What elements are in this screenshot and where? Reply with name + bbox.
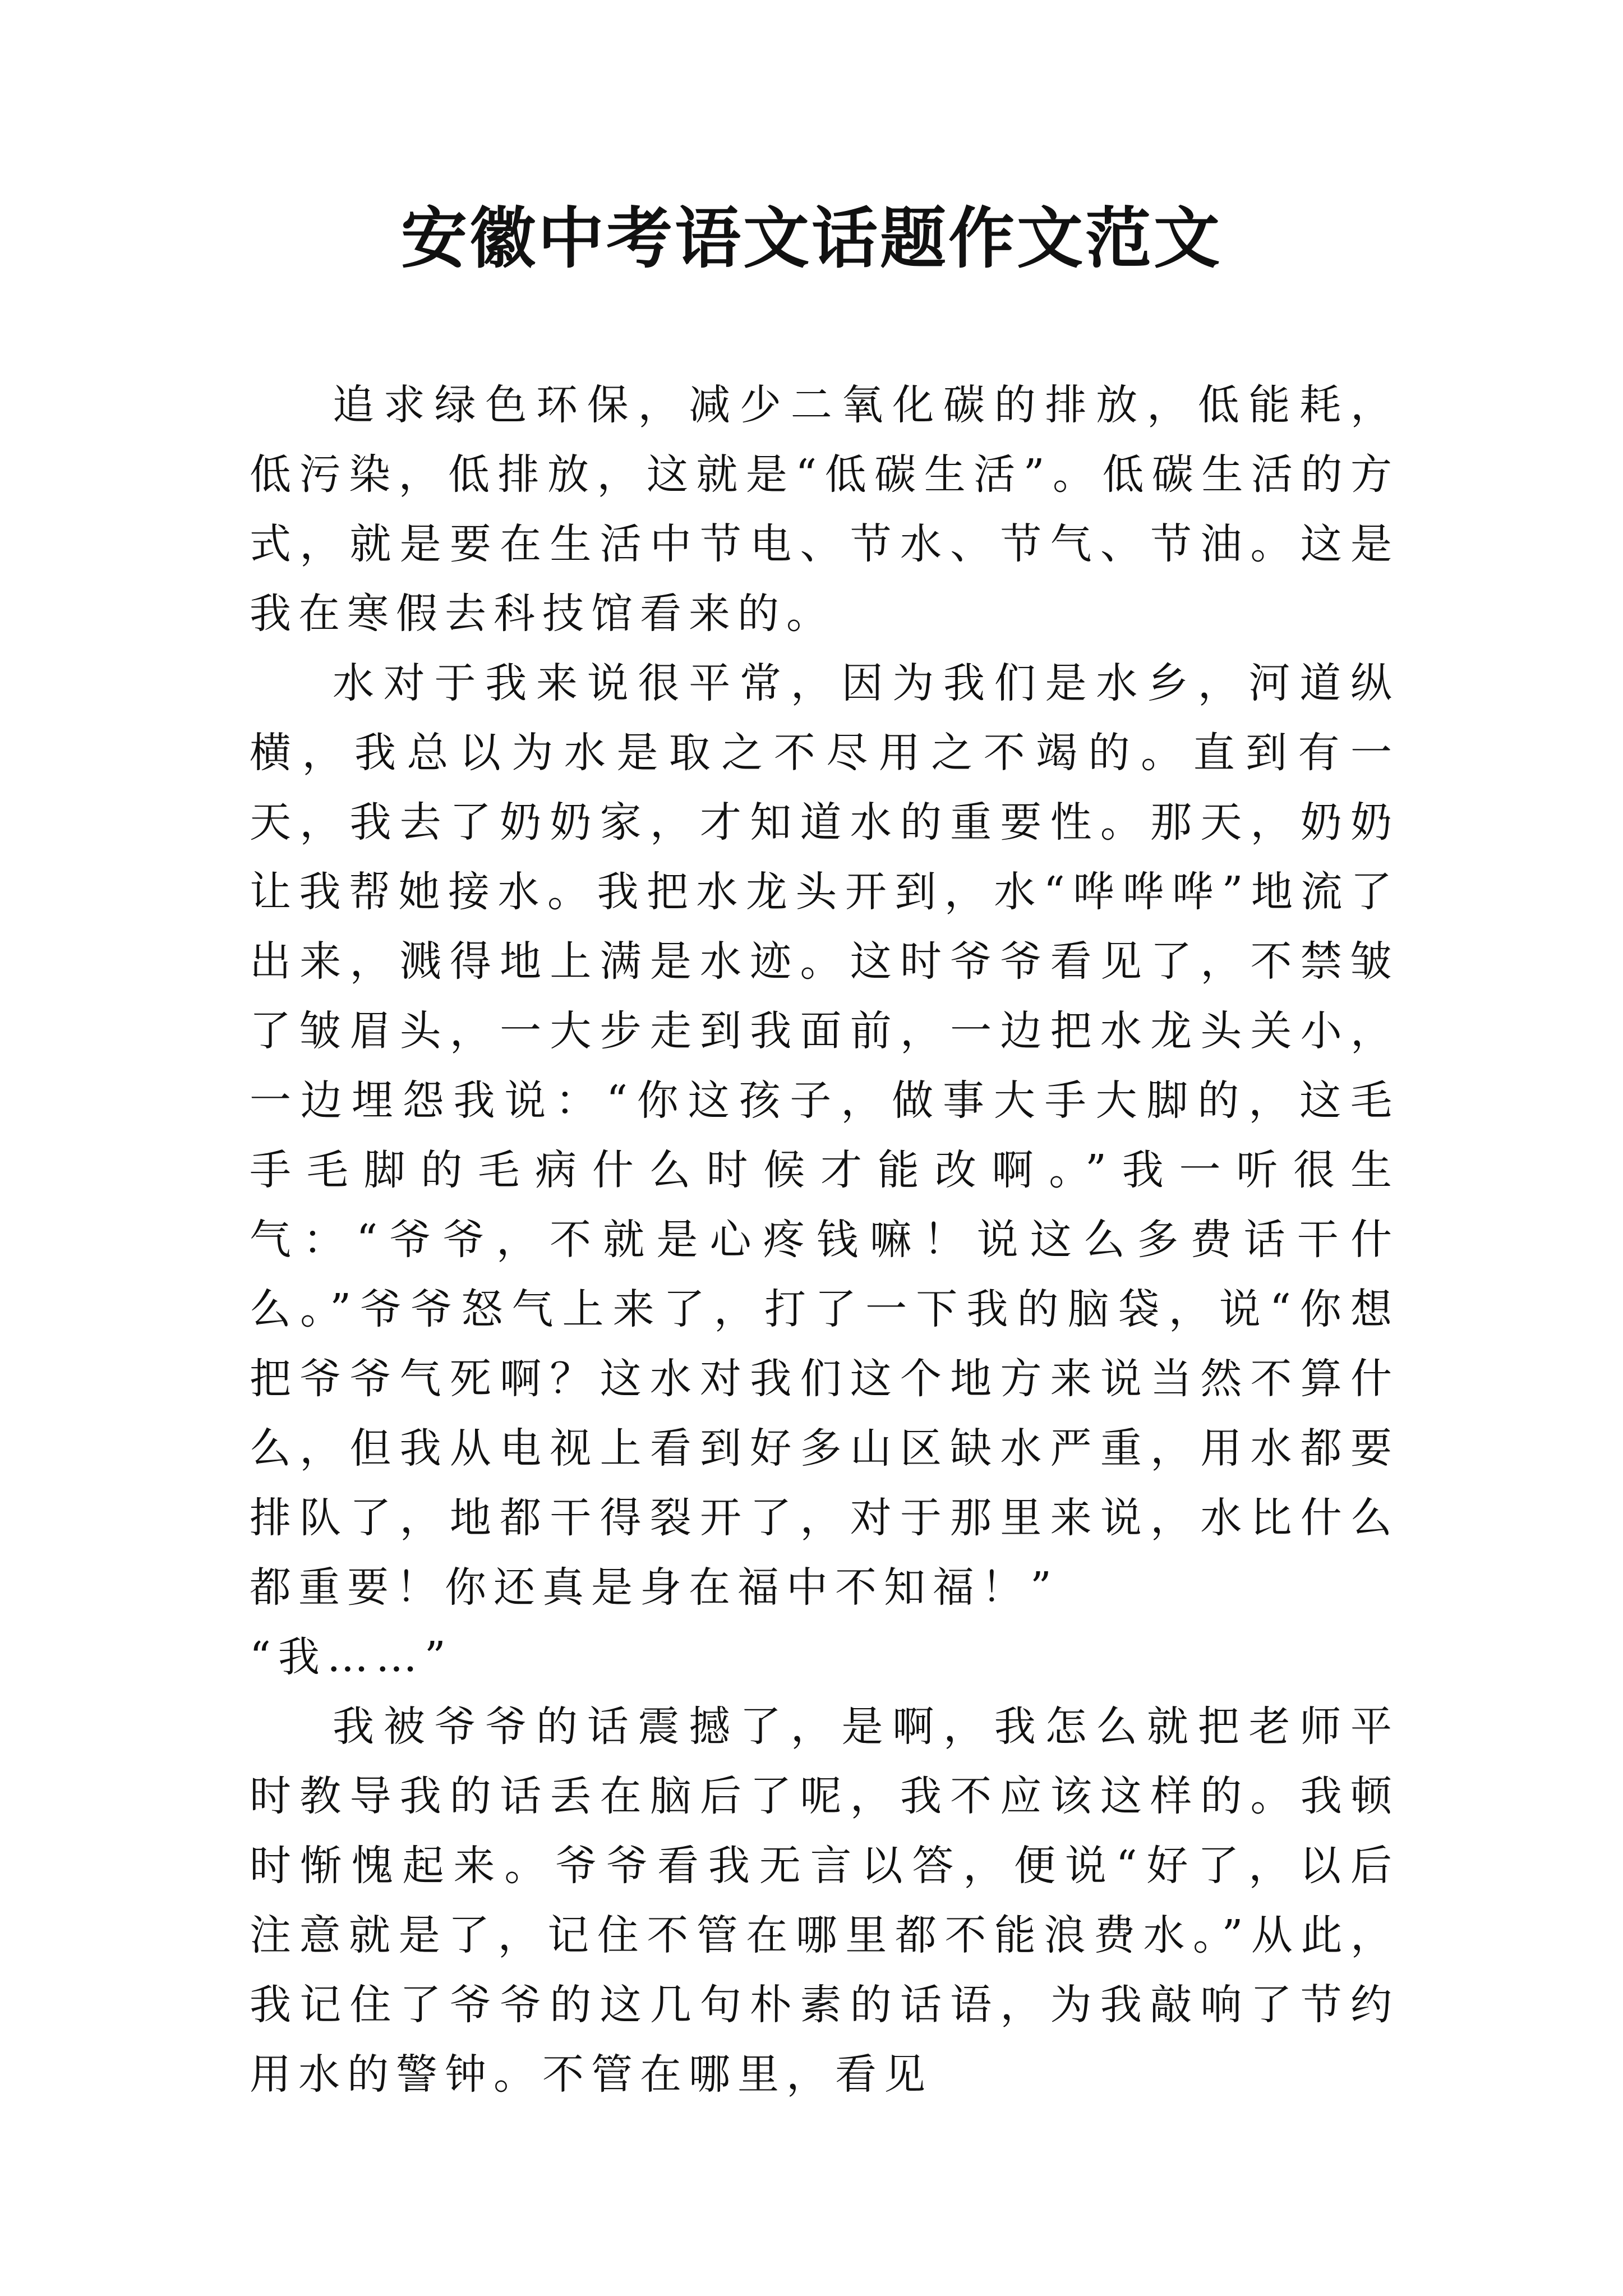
paragraph-3: “我……” (250, 1633, 453, 1681)
document-body (250, 370, 1399, 2109)
document-title: 安徽中考语文话题作文范文 (400, 199, 1222, 277)
paragraph-4: 我被爷爷的话震撼了，是啊，我怎么就把老师平时教导我的话丢在脑后了呢，我不应该这样的。我顿时惭愧起来。爷爷看我无言以答，便说“好了，以后注意就是了，记住不管在哪里都不能浪费水。”从此，我记住了爷爷的这几句朴素的话语，为我敲响了节约用水的警钟。不管在哪里，看见 (250, 1703, 1399, 2099)
paragraph-1: 追求绿色环保，减少二氧化碳的排放，低能耗，低污染，低排放，这就是“低碳生活”。低碳生活的方式，就是要在生活中节电、节水、节气、节油。这是我在寒假去科技馆看来的。 (250, 381, 1399, 638)
paragraph-2: 水对于我来说很平常，因为我们是水乡，河道纵横，我总以为水是取之不尽用之不竭的。直到有一天，我去了奶奶家，才知道水的重要性。那天，奶奶让我帮她接水。我把水龙头开到，水“哗哗哗”地流了出来，溅得地上满是水迹。这时爷爷看见了，不禁皱了皱眉头，一大步走到我面前，一边把水龙头关小，一边埋怨我说：“你这孩子，做事大手大脚的，这毛手毛脚的毛病什么时候才能改啊。”我一听很生气：“爷爷，不就是心疼钱嘛！说这么多费话干什么。”爷爷怒气上来了，打了一下我的脑袋，说“你想把爷爷气死啊？这水对我们这个地方来说当然不算什么，但我从电视上看到好多山区缺水严重，用水都要排队了，地都干得裂开了，对于那里来说，水比什么都重要！你还真是身在福中不知福！” (250, 659, 1399, 1612)
